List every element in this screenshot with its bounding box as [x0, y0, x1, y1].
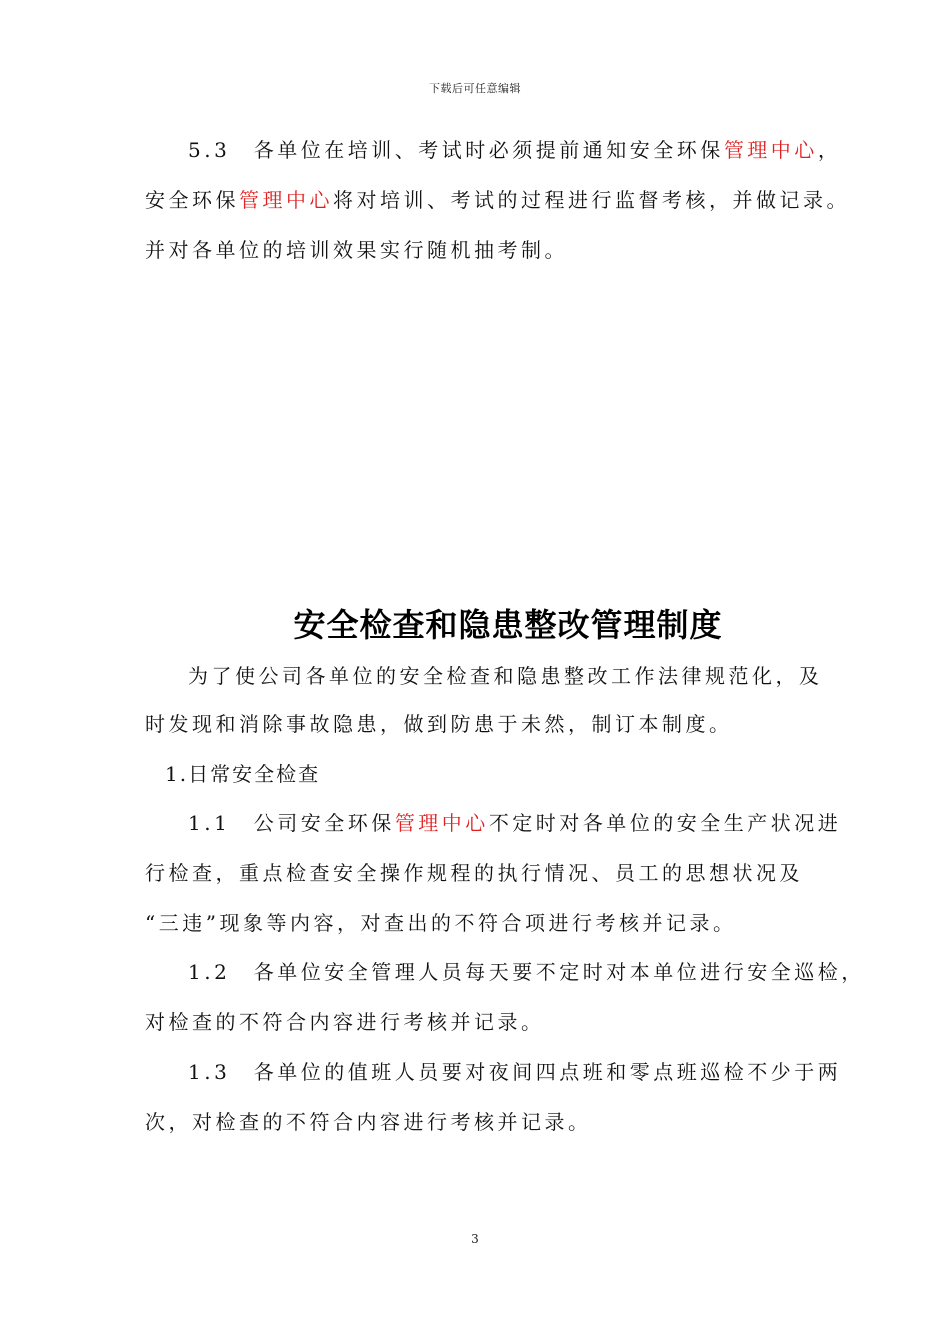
item-1-3-line-2: 次，对检查的不符合内容进行考核并记录。 — [145, 1110, 592, 1134]
item-1-2-line-2: 对检查的不符合内容进行考核并记录。 — [145, 1010, 545, 1034]
paragraph-5-3-line-3: 并对各单位的培训效果实行随机抽考制。 — [145, 238, 568, 262]
paragraph-5-3-line-2 — [145, 187, 850, 213]
page-number: 3 — [471, 1232, 479, 1246]
highlighted-term: 管理中心 — [723, 138, 818, 162]
highlighted-term: 管理中心 — [394, 811, 489, 835]
item-1-1-line-2: 行检查，重点检查安全操作规程的执行情况、员工的思想状况及 — [145, 861, 803, 885]
item-1-1-line-3: “三违”现象等内容，对查出的不符合项进行考核并记录。 — [145, 911, 737, 935]
text-segment: 将对培训、考试的过程进行监督考核，并做记录。 — [333, 188, 850, 212]
text-segment: ， — [817, 138, 842, 162]
paragraph-5-3-line-1 — [188, 137, 841, 163]
section-heading: 1.日常安全检查 — [165, 762, 321, 786]
item-1-1-line-1 — [188, 810, 841, 836]
item-1-2-line-1: 1.2 各单位安全管理人员每天要不定时对本单位进行安全巡检， — [188, 960, 865, 984]
highlighted-term: 管理中心 — [239, 188, 333, 212]
page-header: 下载后可任意编辑 — [429, 82, 521, 95]
text-segment: 安全环保 — [145, 188, 239, 212]
text-segment: 5.3 各单位在培训、考试时必须提前通知安全环保 — [188, 138, 724, 162]
document-title: 安全检查和隐患整改管理制度 — [293, 606, 723, 644]
item-1-3-line-1: 1.3 各单位的值班人员要对夜间四点班和零点班巡检不少于两 — [188, 1060, 842, 1084]
text-segment: 不定时对各单位的安全生产状况进 — [488, 811, 842, 835]
text-segment: 1.1 公司安全环保 — [188, 811, 395, 835]
intro-line-1: 为了使公司各单位的安全检查和隐患整改工作法律规范化，及 — [188, 664, 823, 688]
intro-line-2: 时发现和消除事故隐患，做到防患于未然，制订本制度。 — [145, 712, 733, 736]
